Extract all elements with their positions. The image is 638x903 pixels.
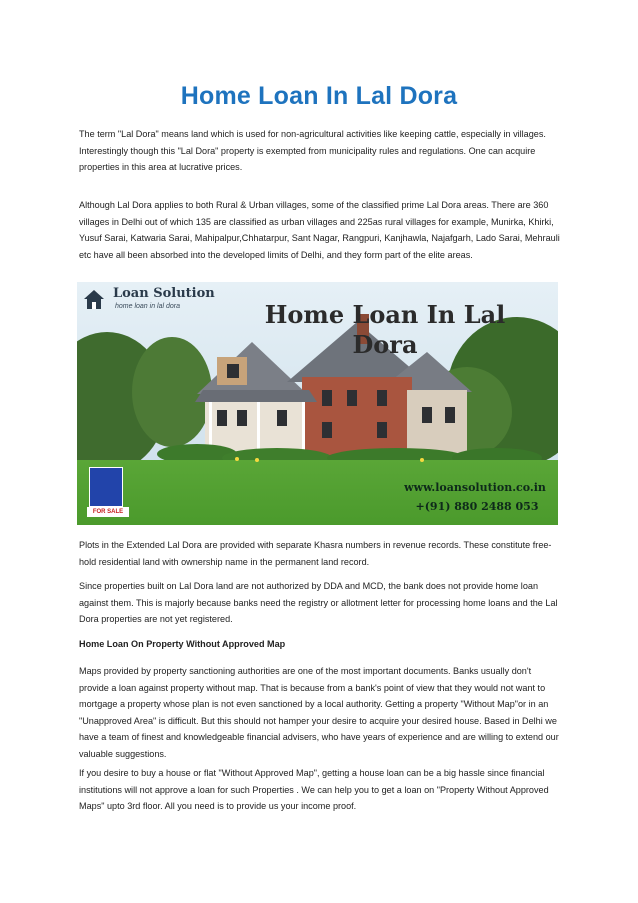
paragraph-without-map: If you desire to buy a house or flat "Without Approved Map", getting a house loan can be a big hassle since financial institutions will not approve a loan for such Properties . We can help you to get a loan on "Property Without Approved Maps" upto 3rd floor. All you need is to provide us your income proof. bbox=[79, 768, 549, 812]
logo-name: Loan Solution bbox=[113, 286, 215, 301]
banner-headline-line2: Dora bbox=[352, 330, 418, 359]
for-sale-sign bbox=[87, 467, 127, 525]
page-title: Home Loan In Lal Dora bbox=[180, 82, 458, 110]
sale-board bbox=[89, 467, 123, 507]
paragraph-bank-policy: Since properties built on Lal Dora land are not authorized by DDA and MCD, the bank does not provide home loan against them. This is majorly because banks need the registry or allotment letter for processing home loans and the Lal Dora properties are not yet registered. bbox=[79, 581, 558, 625]
banner-headline bbox=[235, 300, 535, 360]
logo-tagline: home loan in lal dora bbox=[115, 303, 180, 310]
banner-website: www.loansolution.co.in bbox=[404, 481, 546, 494]
banner-phone: +(91) 880 2488 053 bbox=[415, 500, 539, 513]
paragraph-definition: The term "Lal Dora" means land which is used for non-agricultural activities like keeping cattle, especially in villages. Interestingly though this "Lal Dora" property is exempted from municipality rules and regulations. One can acquire properties in this area at lucrative prices. bbox=[79, 129, 546, 173]
section-heading: Home Loan On Property Without Approved Map bbox=[79, 639, 286, 649]
logo bbox=[83, 286, 233, 316]
paragraph-extended-lal-dora: Plots in the Extended Lal Dora are provided with separate Khasra numbers in revenue records. These constitute free-hold residential land with ownership name in the permanent land record. bbox=[79, 540, 552, 567]
house-logo-icon bbox=[83, 288, 105, 310]
sale-sign-label: FOR SALE bbox=[87, 507, 129, 517]
paragraph-villages: Although Lal Dora applies to both Rural & Urban villages, some of the classified prime Lal Dora areas. There are 360 villages in Delhi out of which 135 are classified as urban villages and 225as rural villages for example, Munirka, Khirki, Yusuf Sarai, Katwaria Sarai, Mahipalpur,Chhatarpur, Sant Nagar, Rangpuri, Kanjhawla, Najafgarh, Lado Sarai, Mehrauli etc have all been absorbed into the developed limits of Delhi, and they form part of the elite areas. bbox=[79, 200, 560, 260]
paragraph-maps: Maps provided by property sanctioning authorities are one of the most important documents. Banks usually don't provide a loan against property without map. That is because from a bank's point of view that they would not want to mortgage a property whose plan is not even sanctioned by a local authority. Getting a property "Without Map"or in an "Unapproved Area" is difficult. But this should not hamper your desire to acquire your desired house. Based in Delhi we have a team of finest and knowledgeable financial advisers, who have years of experience and are willing to extend our valuable suggestions. bbox=[79, 666, 559, 759]
banner-image bbox=[77, 282, 558, 525]
banner-headline-line1: Home Loan In Lal bbox=[264, 300, 506, 329]
